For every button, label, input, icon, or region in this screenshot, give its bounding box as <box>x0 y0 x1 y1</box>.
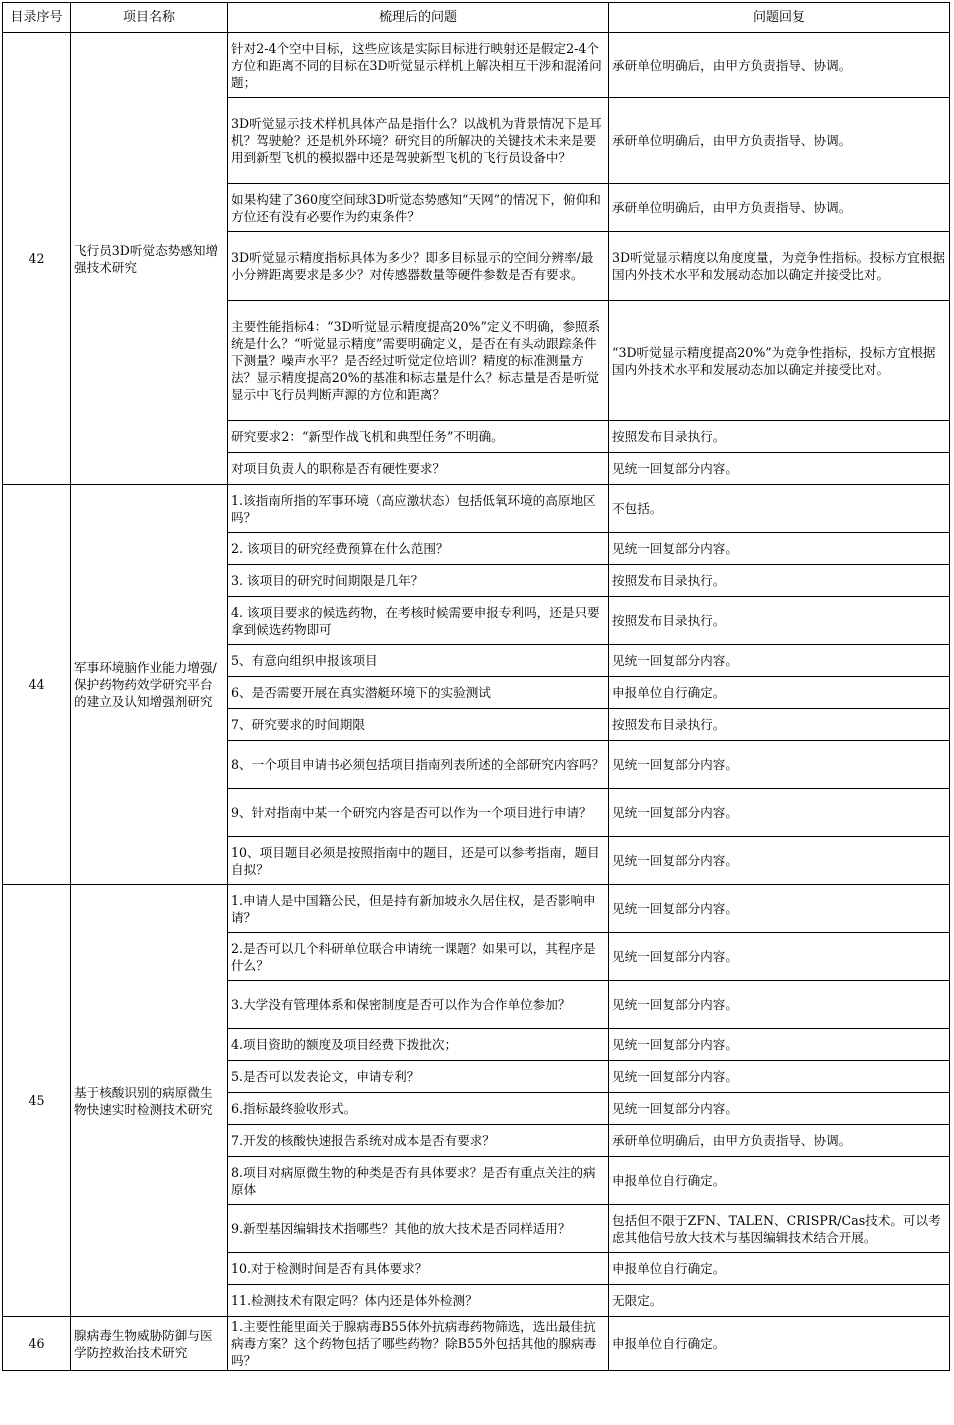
qa-table <box>2 2 950 1371</box>
answer-cell: “3D听觉显示精度提高20%”为竞争性指标，投标方宜根据国内外技术水平和发展动态加以确定并接受比对。 <box>609 301 950 421</box>
question-cell: 6.指标最终验收形式。 <box>228 1093 609 1125</box>
answer-cell: 申报单位自行确定。 <box>609 1317 950 1371</box>
table-header <box>3 3 950 33</box>
answer-cell: 见统一回复部分内容。 <box>609 933 950 981</box>
table-row <box>3 1317 950 1371</box>
answer-cell: 见统一回复部分内容。 <box>609 1029 950 1061</box>
question-cell: 主要性能指标4：“3D听觉显示精度提高20%”定义不明确，参照系统是什么？“听觉显示精度”需要明确定义，是否在有头动跟踪条件下测量？噪声水平？是否经过听觉定位培训？精度的标准测量方法？显示精度提高20%的基准和标志量是什么？标志量是否是听觉显示中飞行员判断声源的方位和距离？ <box>228 301 609 421</box>
table-row <box>3 33 950 98</box>
header-row <box>3 3 950 33</box>
answer-cell: 无限定。 <box>609 1285 950 1317</box>
question-cell: 10、项目题目必须是按照指南中的题目，还是可以参考指南，题目自拟？ <box>228 837 609 885</box>
answer-cell: 见统一回复部分内容。 <box>609 645 950 677</box>
table-body <box>3 33 950 1371</box>
question-cell: 2. 该项目的研究经费预算在什么范围？ <box>228 533 609 565</box>
question-cell: 3.大学没有管理体系和保密制度是否可以作为合作单位参加？ <box>228 981 609 1029</box>
answer-cell: 按照发布目录执行。 <box>609 565 950 597</box>
question-cell: 7、研究要求的时间期限 <box>228 709 609 741</box>
catalog-index-cell: 44 <box>3 485 71 885</box>
table-row <box>3 485 950 533</box>
catalog-index-cell: 46 <box>3 1317 71 1371</box>
answer-cell: 不包括。 <box>609 485 950 533</box>
answer-cell: 见统一回复部分内容。 <box>609 1093 950 1125</box>
answer-cell: 3D听觉显示精度以角度度量，为竞争性指标。投标方宜根据国内外技术水平和发展动态加以确定并接受比对。 <box>609 232 950 301</box>
question-cell: 如果构建了360度空间球3D听觉态势感知“天网”的情况下，俯仰和方位还有没有必要作为约束条件？ <box>228 184 609 232</box>
question-cell: 3D听觉显示技术样机具体产品是指什么？以战机为背景情况下是耳机？驾驶舱？还是机外环境？研究目的所解决的关键技术未来是要用到新型飞机的模拟器中还是驾驶新型飞机的飞行员设备中？ <box>228 98 609 184</box>
answer-cell: 包括但不限于ZFN、TALEN、CRISPR/Cas技术。可以考虑其他信号放大技术与基因编辑技术结合开展。 <box>609 1205 950 1253</box>
project-name-cell: 基于核酸识别的病原微生物快速实时检测技术研究 <box>71 885 228 1317</box>
answer-cell: 见统一回复部分内容。 <box>609 1061 950 1093</box>
question-cell: 研究要求2：“新型作战飞机和典型任务”不明确。 <box>228 421 609 453</box>
answer-cell: 见统一回复部分内容。 <box>609 741 950 789</box>
catalog-index-cell: 45 <box>3 885 71 1317</box>
answer-cell: 见统一回复部分内容。 <box>609 837 950 885</box>
project-name-cell: 飞行员3D听觉态势感知增强技术研究 <box>71 33 228 485</box>
answer-cell: 按照发布目录执行。 <box>609 597 950 645</box>
answer-cell: 按照发布目录执行。 <box>609 421 950 453</box>
answer-cell: 见统一回复部分内容。 <box>609 789 950 837</box>
table-row <box>3 885 950 933</box>
question-cell: 对项目负责人的职称是否有硬性要求？ <box>228 453 609 485</box>
question-cell: 1.申请人是中国籍公民，但是持有新加坡永久居住权，是否影响申请？ <box>228 885 609 933</box>
answer-cell: 申报单位自行确定。 <box>609 677 950 709</box>
question-cell: 9、针对指南中某一个研究内容是否可以作为一个项目进行申请？ <box>228 789 609 837</box>
question-cell: 11.检测技术有限定吗？体内还是体外检测？ <box>228 1285 609 1317</box>
answer-cell: 见统一回复部分内容。 <box>609 981 950 1029</box>
question-cell: 5.是否可以发表论文，申请专利？ <box>228 1061 609 1093</box>
question-cell: 3D听觉显示精度指标具体为多少？即多目标显示的空间分辨率/最小分辨距离要求是多少？对传感器数量等硬件参数是否有要求。 <box>228 232 609 301</box>
question-cell: 8.项目对病原微生物的种类是否有具体要求？是否有重点关注的病原体 <box>228 1157 609 1205</box>
question-cell: 4.项目资助的额度及项目经费下拨批次； <box>228 1029 609 1061</box>
answer-cell: 承研单位明确后，由甲方负责指导、协调。 <box>609 1125 950 1157</box>
answer-cell: 申报单位自行确定。 <box>609 1157 950 1205</box>
header-index: 目录序号 <box>3 3 71 33</box>
question-cell: 3. 该项目的研究时间期限是几年？ <box>228 565 609 597</box>
question-cell: 2.是否可以几个科研单位联合申请统一课题？如果可以，其程序是什么？ <box>228 933 609 981</box>
question-cell: 9.新型基因编辑技术指哪些？其他的放大技术是否同样适用？ <box>228 1205 609 1253</box>
catalog-index-cell: 42 <box>3 33 71 485</box>
answer-cell: 见统一回复部分内容。 <box>609 885 950 933</box>
question-cell: 4. 该项目要求的候选药物，在考核时候需要申报专利吗，还是只要拿到候选药物即可 <box>228 597 609 645</box>
header-question: 梳理后的问题 <box>228 3 609 33</box>
project-name-cell: 军事环境脑作业能力增强/保护药物药效学研究平台的建立及认知增强剂研究 <box>71 485 228 885</box>
answer-cell: 申报单位自行确定。 <box>609 1253 950 1285</box>
question-cell: 10.对于检测时间是否有具体要求？ <box>228 1253 609 1285</box>
question-cell: 针对2-4个空中目标，这些应该是实际目标进行映射还是假定2-4个方位和距离不同的目标在3D听觉显示样机上解决相互干涉和混淆问题； <box>228 33 609 98</box>
question-cell: 6、是否需要开展在真实潜艇环境下的实验测试 <box>228 677 609 709</box>
answer-cell: 按照发布目录执行。 <box>609 709 950 741</box>
answer-cell: 承研单位明确后，由甲方负责指导、协调。 <box>609 98 950 184</box>
project-name-cell: 腺病毒生物威胁防御与医学防控救治技术研究 <box>71 1317 228 1371</box>
answer-cell: 承研单位明确后，由甲方负责指导、协调。 <box>609 33 950 98</box>
question-cell: 8、一个项目申请书必须包括项目指南列表所述的全部研究内容吗？ <box>228 741 609 789</box>
answer-cell: 见统一回复部分内容。 <box>609 453 950 485</box>
answer-cell: 见统一回复部分内容。 <box>609 533 950 565</box>
question-cell: 1.主要性能里面关于腺病毒B55体外抗病毒药物筛选，选出最佳抗病毒方案？这个药物包括了哪些药物？除B55外包括其他的腺病毒吗？ <box>228 1317 609 1371</box>
header-project: 项目名称 <box>71 3 228 33</box>
question-cell: 1.该指南所指的军事环境（高应激状态）包括低氧环境的高原地区吗？ <box>228 485 609 533</box>
question-cell: 5、有意向组织申报该项目 <box>228 645 609 677</box>
answer-cell: 承研单位明确后，由甲方负责指导、协调。 <box>609 184 950 232</box>
header-answer: 问题回复 <box>609 3 950 33</box>
question-cell: 7.开发的核酸快速报告系统对成本是否有要求？ <box>228 1125 609 1157</box>
